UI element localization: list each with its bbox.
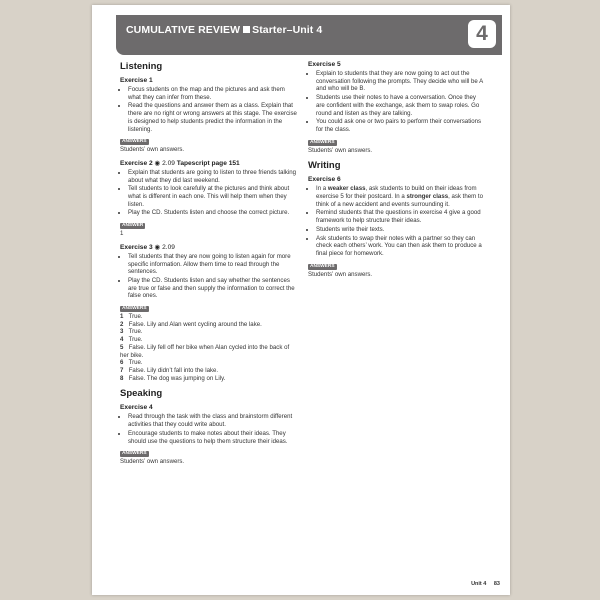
- listening-heading: Listening: [120, 61, 163, 72]
- answer-text: 1: [120, 230, 124, 238]
- list-item: • Focus students on the map and the pictures and ask them what they can infer from these.: [128, 86, 298, 101]
- exercise-1-list: [120, 86, 298, 133]
- answer-item: 5 False. Lily fell off her bike when Alan cycled into the back of her bike.: [120, 343, 290, 359]
- list-item: • In a weaker class, ask students to build on their ideas from exercise 5 for their postcard. In a stronger class, ask them to think of a new accident and events surrounding it.: [316, 185, 486, 208]
- unit-badge: 4: [468, 20, 496, 48]
- exercise-3-label: Exercise 3: [120, 243, 153, 251]
- header-title-main: CUMULATIVE REVIEW: [126, 24, 241, 36]
- exercise-1-title: Exercise 1: [120, 77, 153, 84]
- square-bullet-icon: [243, 26, 250, 33]
- exercise-5-title: Exercise 5: [308, 61, 341, 68]
- answer-item: 6 True.: [120, 359, 143, 367]
- answer-item: 7 False. Lily didn’t fall into the lake.: [120, 366, 219, 374]
- answers-tag: ANSWERS: [122, 306, 147, 312]
- list-item: • Tell students that they are now going to listen again for more specific information. Allow them time to read through the sentences.: [128, 253, 298, 276]
- writing-heading: Writing: [308, 160, 341, 172]
- exercise-4-title: Exercise 4: [120, 404, 153, 412]
- speaking-section: [120, 388, 298, 466]
- list-item: • Play the CD. Students listen and choose the correct picture.: [128, 209, 298, 217]
- list-item: • Tell students to look carefully at the pictures and think about what is different in each one. This will help them when they listen.: [128, 185, 298, 208]
- list-item: • Students use their notes to have a conversation. Once they are confident with the exchange, ask them to swap roles. Go round and listen as they are talking.: [316, 94, 486, 117]
- textbook-page: [92, 5, 510, 595]
- exercise-3-title: [120, 244, 298, 252]
- cd-icon: ◉: [154, 243, 161, 251]
- list-item: • Students write their texts.: [316, 226, 486, 234]
- cd-track: 2.09: [162, 159, 175, 167]
- answer-item: 2 False. Lily and Alan went cycling around the lake.: [120, 320, 262, 328]
- exercise-2-title: [120, 160, 298, 168]
- tapescript-ref: Tapescript page 151: [176, 159, 240, 167]
- page-footer: [465, 581, 500, 587]
- exercise-6-title: Exercise 6: [308, 176, 341, 184]
- page-header: [116, 15, 502, 55]
- cd-icon: ◉: [154, 159, 161, 167]
- listening-section: [120, 61, 298, 382]
- answer-item: 1 True.: [120, 313, 143, 321]
- footer-page-number: 83: [493, 581, 500, 587]
- exercise-4-list: [120, 413, 298, 445]
- cd-track: 2.09: [162, 243, 175, 251]
- answers-text: Students’ own answers.: [120, 458, 185, 466]
- list-item: • Explain to students that they are now going to act out the conversation following the prompts. They decide who will be A and who will be B.: [316, 70, 486, 93]
- answers-text: Students’ own answers.: [308, 270, 373, 278]
- speaking-heading: Speaking: [120, 388, 163, 400]
- answer-item: 8 False. The dog was jumping on Lily.: [120, 374, 226, 382]
- header-title-sub: Starter–Unit 4: [252, 24, 323, 36]
- header-title: [126, 24, 322, 36]
- list-item: • You could ask one or two pairs to perform their conversations for the class.: [316, 118, 486, 133]
- exercise-5-list: [308, 70, 486, 134]
- answers-text: Students’ own answers.: [308, 146, 373, 154]
- answer-tag: ANSWER: [122, 223, 144, 229]
- exercise-3-answers: [120, 313, 298, 382]
- exercise-2-label: Exercise 2: [120, 159, 153, 167]
- exercise-2-list: [120, 169, 298, 217]
- answers-tag: ANSWERS: [310, 139, 335, 145]
- answer-item: 3 True.: [120, 328, 143, 336]
- answers-tag: ANSWERS: [122, 139, 147, 145]
- answer-item: 4 True.: [120, 336, 143, 344]
- list-item: • Ask students to swap their notes with a partner so they can check each others’ work. You can then ask them to produce a final piece for homework.: [316, 235, 486, 258]
- answers-text: Students’ own answers.: [120, 146, 185, 154]
- left-column: [120, 61, 298, 472]
- list-item: • Read through the task with the class and brainstorm different activities that they could write about.: [128, 413, 298, 428]
- list-item: • Remind students that the questions in exercise 4 give a good framework to help structure their ideas.: [316, 209, 486, 224]
- list-item: • Play the CD. Students listen and say whether the sentences are true or false and then supply the information to correct the false ones.: [128, 277, 298, 300]
- exercise-3-list: [120, 253, 298, 300]
- answers-tag: ANSWERS: [122, 451, 147, 457]
- list-item: • Read the questions and answer them as a class. Explain that there are no right or wrong answers at this stage. The exercise is designed to help students predict the information in the listening.: [128, 102, 298, 133]
- exercise-6-list: [308, 185, 486, 257]
- footer-unit: Unit 4: [471, 581, 487, 587]
- list-item: • Explain that students are going to listen to three friends talking about what they did last weekend.: [128, 169, 298, 184]
- right-column: [308, 61, 486, 284]
- answers-tag: ANSWERS: [310, 263, 335, 269]
- list-item: • Encourage students to make notes about their ideas. They should use the questions to help them structure their ideas.: [128, 430, 298, 445]
